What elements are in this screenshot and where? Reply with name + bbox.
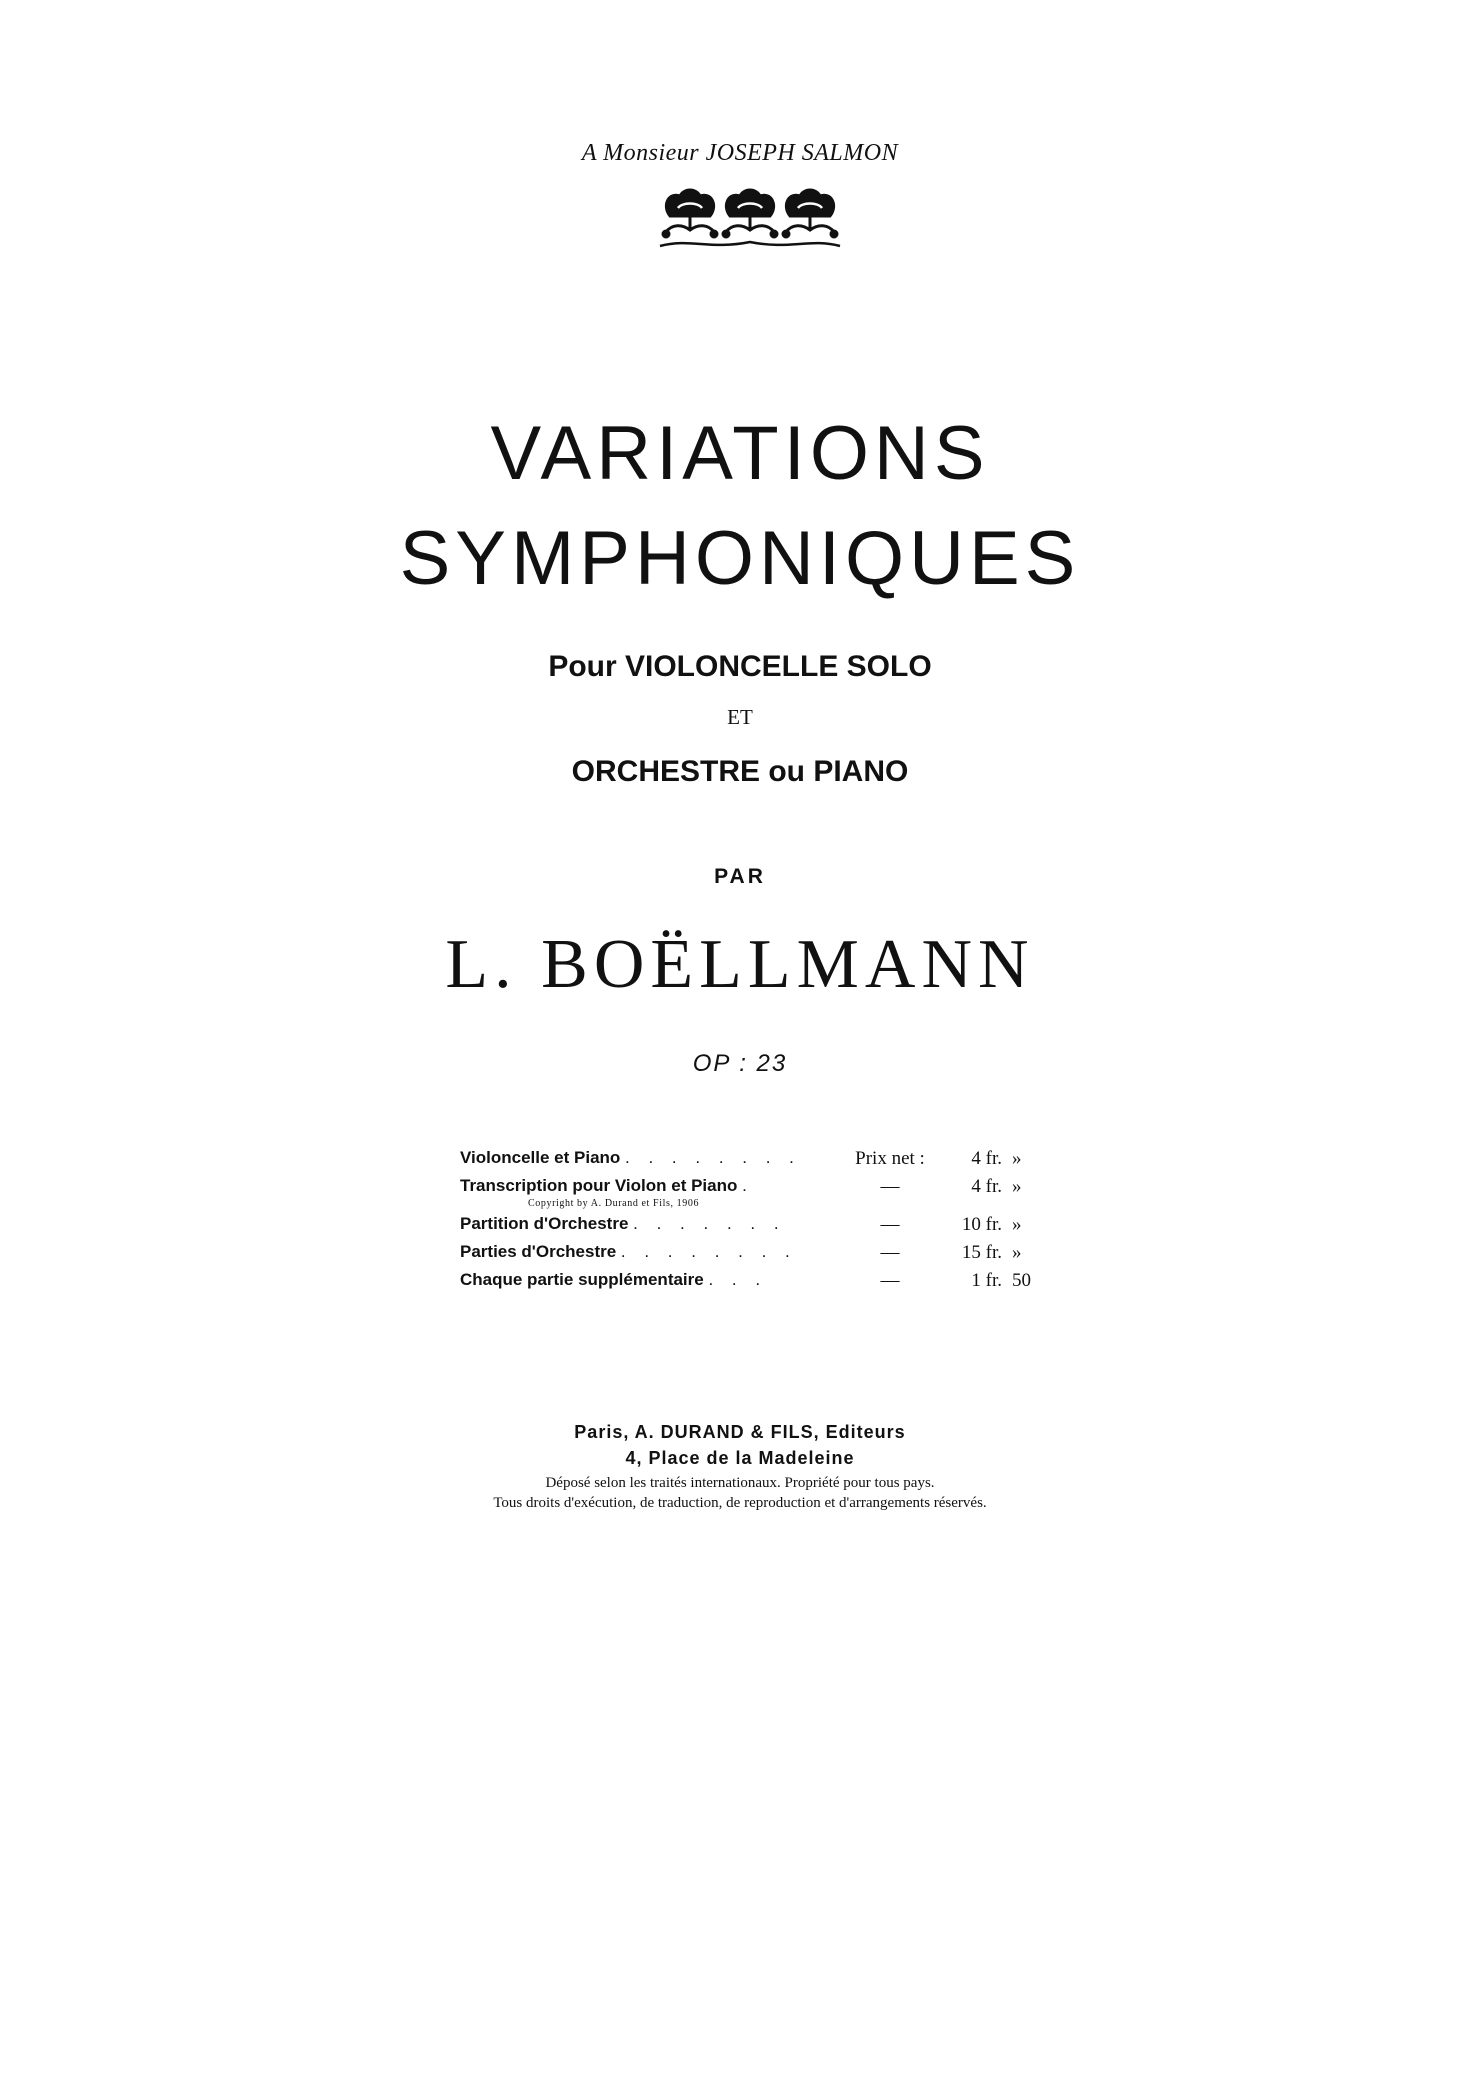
floral-ornament-icon <box>650 188 850 254</box>
price-value: 4 fr. <box>971 1176 1002 1197</box>
price-dash: — <box>880 1176 900 1197</box>
title-line-2: SYMPHONIQUES <box>399 516 1081 601</box>
price-item-name: Violoncelle et Piano . . . . . . . . <box>460 1148 801 1167</box>
price-list <box>460 1148 1040 1298</box>
copyright-note: Copyright by A. Durand et Fils, 1906 <box>528 1198 700 1209</box>
price-value: 15 fr. <box>961 1242 1002 1263</box>
legal-line-2: Tous droits d'exécution, de traduction, de reproduction et d'arrangements réservés. <box>493 1495 987 1511</box>
opus-number: OP : 23 <box>692 1050 788 1077</box>
price-dash: — <box>880 1214 900 1235</box>
price-value: 1 fr. <box>971 1270 1002 1291</box>
price-row <box>460 1214 1040 1242</box>
ornament-flower-center <box>723 190 777 237</box>
price-row <box>460 1270 1040 1298</box>
price-item-name: Chaque partie supplémentaire . . . <box>460 1270 768 1289</box>
dedication: A Monsieur JOSEPH SALMON <box>581 140 899 166</box>
price-item-name: Partition d'Orchestre . . . . . . . <box>460 1214 786 1233</box>
price-unit: » <box>1012 1176 1022 1197</box>
price-item-name: Transcription pour Violon et Piano . <box>460 1176 754 1195</box>
price-dash: — <box>880 1242 900 1263</box>
price-unit: » <box>1012 1242 1022 1263</box>
price-value: 10 fr. <box>961 1214 1002 1235</box>
ornament-flower-left <box>663 190 717 237</box>
title-line-1: VARIATIONS <box>490 411 990 496</box>
price-unit: 50 <box>1012 1270 1031 1291</box>
publisher-line-2: 4, Place de la Madeleine <box>625 1448 855 1468</box>
composer-name: L. BOËLLMANN <box>445 926 1035 1003</box>
instrumentation-line-1: Pour VIOLONCELLE SOLO <box>548 650 932 683</box>
price-dash: — <box>880 1270 900 1291</box>
publisher-line-1: Paris, A. DURAND & FILS, Editeurs <box>574 1422 906 1442</box>
price-item-name: Parties d'Orchestre . . . . . . . . <box>460 1242 797 1261</box>
price-unit: » <box>1012 1148 1022 1169</box>
instrumentation-line-3: ORCHESTRE ou PIANO <box>571 755 909 788</box>
price-row <box>460 1242 1040 1270</box>
price-row <box>460 1148 1040 1176</box>
price-unit: » <box>1012 1214 1022 1235</box>
price-net-label: Prix net : <box>855 1148 925 1169</box>
ornament-flower-right <box>783 190 837 237</box>
instrumentation-line-2: ET <box>727 705 753 729</box>
legal-line-1: Déposé selon les traités internationaux. Propriété pour tous pays. <box>545 1475 935 1491</box>
price-value: 4 fr. <box>971 1148 1002 1169</box>
par-label: PAR <box>714 865 766 888</box>
